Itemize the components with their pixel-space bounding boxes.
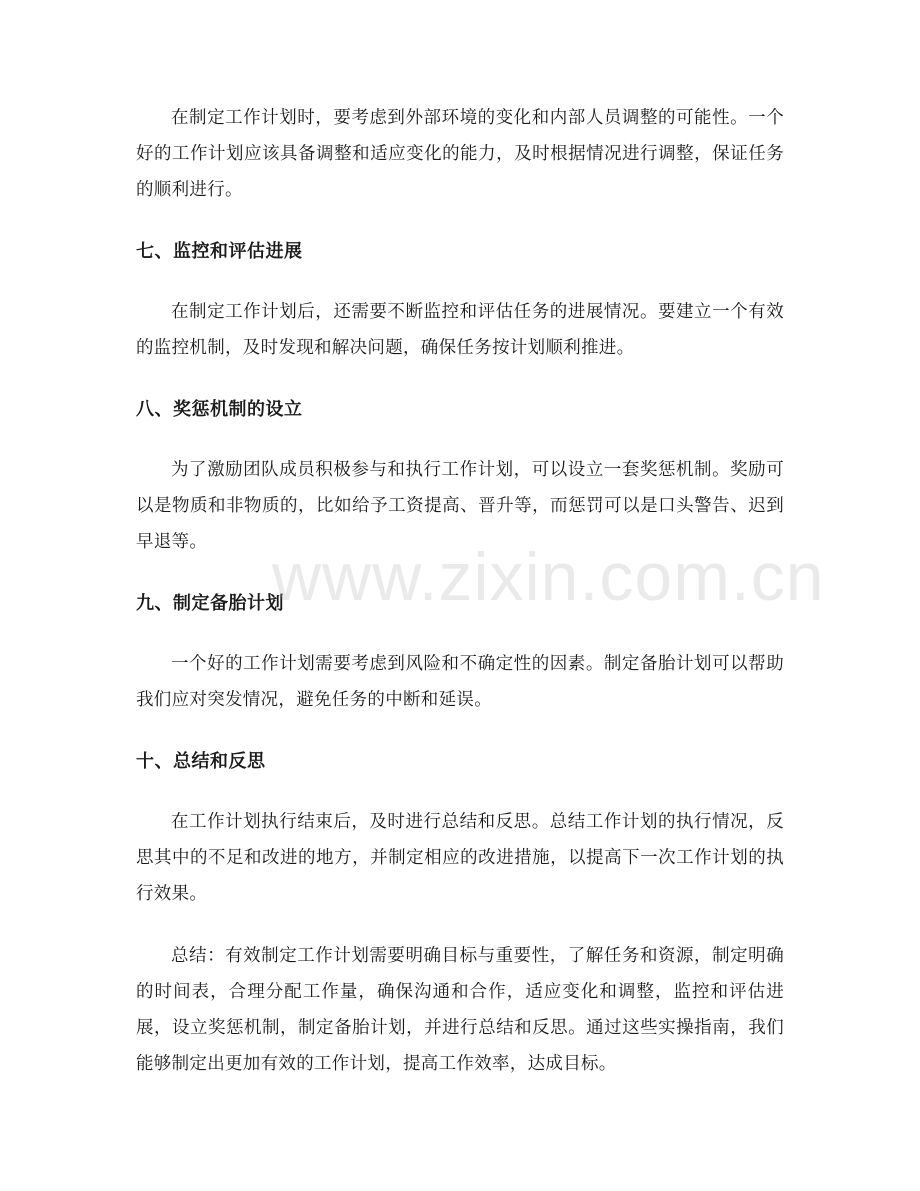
spacer — [136, 622, 784, 646]
spacer — [136, 366, 784, 392]
spacer — [136, 560, 784, 586]
spacer — [136, 780, 784, 804]
spacer — [136, 912, 784, 938]
document-body — [136, 100, 784, 1082]
section-body-8: 为了激励团队成员积极参与和执行工作计划，可以设立一套奖惩机制。奖励可以是物质和非物质的，比如给予工资提高、晋升等，而惩罚可以是口头警告、迟到早退等。 — [136, 460, 784, 552]
spacer — [136, 428, 784, 452]
section-heading-10: 十、总结和反思 — [136, 751, 266, 772]
spacer — [136, 718, 784, 744]
intro-paragraph: 在制定工作计划时，要考虑到外部环境的变化和内部人员调整的可能性。一个好的工作计划应该具备调整和适应变化的能力，及时根据情况进行调整，保证任务的顺利进行。 — [136, 108, 784, 200]
watermark-text: www.zixin.com.cn — [272, 539, 825, 615]
section-body-9: 一个好的工作计划需要考虑到风险和不确定性的因素。制定备胎计划可以帮助我们应对突发情况，避免任务的中断和延误。 — [136, 654, 784, 710]
spacer — [136, 208, 784, 234]
section-heading-7: 七、监控和评估进展 — [136, 241, 303, 262]
section-body-10: 在工作计划执行结束后，及时进行总结和反思。总结工作计划的执行情况，反思其中的不足和改进的地方，并制定相应的改进措施，以提高下一次工作计划的执行效果。 — [136, 812, 784, 904]
section-body-7: 在制定工作计划后，还需要不断监控和评估任务的进展情况。要建立一个有效的监控机制，及时发现和解决问题，确保任务按计划顺利推进。 — [136, 302, 784, 358]
spacer — [136, 270, 784, 294]
summary-paragraph: 总结：有效制定工作计划需要明确目标与重要性，了解任务和资源，制定明确的时间表，合理分配工作量，确保沟通和合作，适应变化和调整，监控和评估进展，设立奖惩机制，制定备胎计划，并进行总结和反思。通过这些实操指南，我们能够制定出更加有效的工作计划，提高工作效率，达成目标。 — [136, 946, 784, 1074]
section-heading-8: 八、奖惩机制的设立 — [136, 399, 303, 420]
section-heading-9: 九、制定备胎计划 — [136, 593, 284, 614]
